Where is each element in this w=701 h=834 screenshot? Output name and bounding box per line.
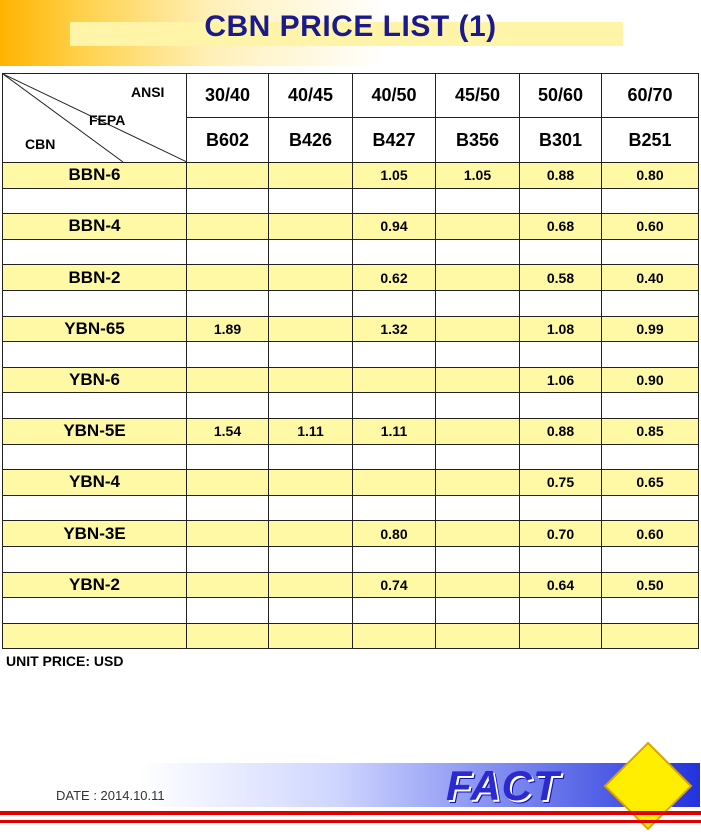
price-cell (436, 188, 520, 214)
price-cell: 1.06 (520, 367, 602, 393)
table-row (3, 572, 699, 598)
price-cell (269, 214, 353, 240)
fepa-header: B251 (602, 118, 699, 163)
price-cell: 0.85 (602, 418, 699, 444)
price-cell (269, 444, 353, 470)
product-name-cell (3, 623, 187, 649)
table-row (3, 265, 699, 291)
product-name-cell (3, 546, 187, 572)
product-name-cell (3, 290, 187, 316)
product-name-cell (3, 188, 187, 214)
price-cell (269, 188, 353, 214)
corner-label-fepa: FEPA (89, 112, 126, 128)
table-row (3, 290, 699, 316)
price-cell (353, 444, 436, 470)
price-cell (269, 239, 353, 265)
table-row (3, 188, 699, 214)
product-name-cell: BBN-4 (3, 214, 187, 240)
price-cell (353, 367, 436, 393)
price-cell: 0.75 (520, 470, 602, 496)
price-cell (269, 367, 353, 393)
header-banner (0, 0, 701, 66)
price-cell (436, 521, 520, 547)
fact-logo: FACT (446, 762, 560, 809)
price-cell (436, 495, 520, 521)
product-name-cell: YBN-3E (3, 521, 187, 547)
product-name-cell (3, 239, 187, 265)
fepa-header: B426 (269, 118, 353, 163)
table-row (3, 163, 699, 189)
price-cell: 0.58 (520, 265, 602, 291)
table-row (3, 316, 699, 342)
fepa-header: B356 (436, 118, 520, 163)
price-cell (436, 342, 520, 368)
price-cell (187, 367, 269, 393)
price-cell (269, 470, 353, 496)
table-row (3, 444, 699, 470)
price-cell (602, 188, 699, 214)
price-cell (436, 418, 520, 444)
price-cell (187, 598, 269, 624)
price-cell (353, 188, 436, 214)
price-cell: 1.54 (187, 418, 269, 444)
price-cell (187, 342, 269, 368)
price-cell (187, 470, 269, 496)
date-label: DATE : 2014.10.11 (56, 788, 165, 803)
price-cell (269, 316, 353, 342)
price-cell (353, 623, 436, 649)
price-cell (187, 214, 269, 240)
price-cell (187, 239, 269, 265)
price-cell (353, 495, 436, 521)
table-row (3, 495, 699, 521)
price-cell (436, 572, 520, 598)
price-cell (520, 546, 602, 572)
price-cell (353, 239, 436, 265)
footer-red-rule (0, 811, 701, 815)
price-cell (269, 521, 353, 547)
unit-price-note: UNIT PRICE: USD (6, 653, 124, 669)
price-cell (436, 393, 520, 419)
price-cell (269, 623, 353, 649)
table-row (3, 393, 699, 419)
price-cell: 1.08 (520, 316, 602, 342)
ansi-header: 40/45 (269, 74, 353, 118)
price-cell (353, 290, 436, 316)
ansi-header: 50/60 (520, 74, 602, 118)
price-cell (602, 444, 699, 470)
price-cell (269, 265, 353, 291)
price-cell (602, 290, 699, 316)
price-table (2, 73, 699, 649)
price-cell: 0.70 (520, 521, 602, 547)
price-cell (187, 290, 269, 316)
fepa-header: B602 (187, 118, 269, 163)
price-cell: 0.90 (602, 367, 699, 393)
diamond-logo-icon (603, 741, 693, 831)
price-cell: 1.32 (353, 316, 436, 342)
table-row (3, 418, 699, 444)
price-cell (269, 598, 353, 624)
price-cell (520, 188, 602, 214)
price-cell: 0.62 (353, 265, 436, 291)
price-cell (187, 393, 269, 419)
price-cell (436, 239, 520, 265)
table-row (3, 623, 699, 649)
price-cell (520, 444, 602, 470)
price-cell (602, 598, 699, 624)
price-cell: 0.68 (520, 214, 602, 240)
price-cell: 0.80 (602, 163, 699, 189)
price-cell: 1.05 (353, 163, 436, 189)
corner-cell (3, 74, 187, 163)
price-cell: 0.94 (353, 214, 436, 240)
table-row (3, 367, 699, 393)
price-cell (436, 546, 520, 572)
price-cell: 0.60 (602, 214, 699, 240)
price-cell: 0.80 (353, 521, 436, 547)
price-cell (520, 393, 602, 419)
price-cell (269, 290, 353, 316)
price-cell (353, 546, 436, 572)
price-cell: 0.50 (602, 572, 699, 598)
corner-label-cbn: CBN (25, 136, 56, 152)
table-row (3, 546, 699, 572)
price-cell (436, 265, 520, 291)
price-cell: 0.99 (602, 316, 699, 342)
product-name-cell: YBN-65 (3, 316, 187, 342)
price-cell (187, 163, 269, 189)
price-cell (269, 393, 353, 419)
header-row-ansi (3, 74, 699, 118)
price-cell (353, 470, 436, 496)
price-cell (602, 546, 699, 572)
price-cell (436, 598, 520, 624)
table-row (3, 342, 699, 368)
price-cell (353, 393, 436, 419)
price-cell (520, 495, 602, 521)
price-cell (187, 572, 269, 598)
product-name-cell (3, 393, 187, 419)
product-name-cell (3, 342, 187, 368)
price-cell (353, 342, 436, 368)
table-row (3, 214, 699, 240)
price-cell (602, 239, 699, 265)
price-cell (602, 623, 699, 649)
table-row (3, 598, 699, 624)
price-cell (436, 290, 520, 316)
price-cell (269, 342, 353, 368)
table-row (3, 521, 699, 547)
product-name-cell (3, 598, 187, 624)
product-name-cell: YBN-2 (3, 572, 187, 598)
corner-label-ansi: ANSI (131, 84, 165, 100)
price-cell: 0.60 (602, 521, 699, 547)
price-cell: 0.88 (520, 163, 602, 189)
ansi-header: 30/40 (187, 74, 269, 118)
price-cell (436, 470, 520, 496)
price-cell (436, 316, 520, 342)
price-cell (269, 163, 353, 189)
ansi-header: 40/50 (353, 74, 436, 118)
price-cell (520, 239, 602, 265)
price-cell (520, 342, 602, 368)
price-cell (187, 444, 269, 470)
price-cell (602, 342, 699, 368)
price-cell (436, 444, 520, 470)
price-cell (520, 290, 602, 316)
price-cell (187, 265, 269, 291)
price-cell (187, 188, 269, 214)
price-cell (520, 623, 602, 649)
price-cell (436, 214, 520, 240)
price-cell (353, 598, 436, 624)
price-cell (187, 521, 269, 547)
price-cell (187, 495, 269, 521)
fepa-header: B301 (520, 118, 602, 163)
price-cell (269, 546, 353, 572)
price-cell: 0.64 (520, 572, 602, 598)
price-cell: 1.11 (269, 418, 353, 444)
price-cell (269, 495, 353, 521)
product-name-cell (3, 495, 187, 521)
price-cell: 0.65 (602, 470, 699, 496)
price-cell: 1.89 (187, 316, 269, 342)
table-row (3, 470, 699, 496)
price-cell: 1.05 (436, 163, 520, 189)
price-cell: 0.74 (353, 572, 436, 598)
ansi-header: 60/70 (602, 74, 699, 118)
price-cell (187, 623, 269, 649)
page-title: CBN PRICE LIST (1) (204, 10, 497, 43)
product-name-cell (3, 444, 187, 470)
ansi-header: 45/50 (436, 74, 520, 118)
price-cell (436, 623, 520, 649)
price-cell (187, 546, 269, 572)
price-cell (436, 367, 520, 393)
price-cell: 1.11 (353, 418, 436, 444)
price-cell: 0.88 (520, 418, 602, 444)
product-name-cell: BBN-6 (3, 163, 187, 189)
table-row (3, 239, 699, 265)
fepa-header: B427 (353, 118, 436, 163)
footer-red-rule-2 (0, 820, 701, 823)
price-cell: 0.40 (602, 265, 699, 291)
product-name-cell: BBN-2 (3, 265, 187, 291)
product-name-cell: YBN-4 (3, 470, 187, 496)
product-name-cell: YBN-5E (3, 418, 187, 444)
price-cell (602, 393, 699, 419)
price-cell (520, 598, 602, 624)
price-cell (269, 572, 353, 598)
price-cell (602, 495, 699, 521)
product-name-cell: YBN-6 (3, 367, 187, 393)
